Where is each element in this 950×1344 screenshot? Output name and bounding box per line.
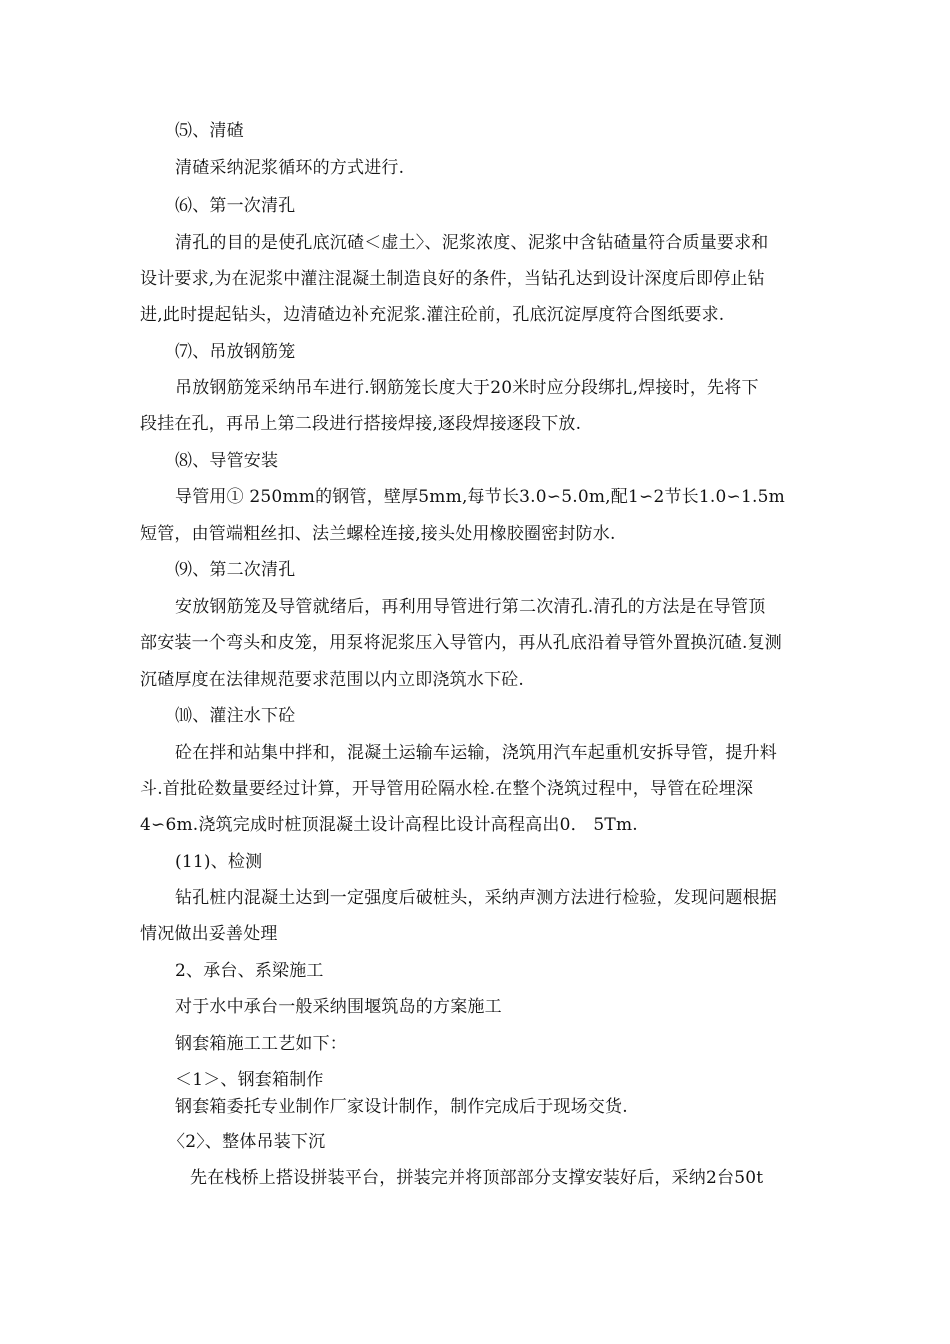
heading-pipe-install: ⑻、导管安装 xyxy=(175,451,279,471)
heading-pile-cap-construction: 2、承台、系梁施工 xyxy=(175,961,324,981)
paragraph-line: 先在栈桥上搭设拼装平台，拼装完并将顶部部分支撑安装好后，采纳2台50t xyxy=(190,1168,764,1188)
paragraph-line: 设计要求,为在泥浆中灌注混凝土制造良好的条件，当钻孔达到设计深度后即停止钻 xyxy=(140,269,765,289)
paragraph-line: 砼在拌和站集中拌和，混凝土运输车运输，浇筑用汽车起重机安拆导管，提升料 xyxy=(175,743,777,763)
paragraph-line: 钻孔桩内混凝土达到一定强度后破桩头，采纳声测方法进行检验，发现问题根据 xyxy=(175,888,777,908)
paragraph-line: 吊放钢筋笼采纳吊车进行.钢筋笼长度大于20米时应分段绑扎,焊接时，先将下 xyxy=(175,378,759,398)
heading-steel-box-fabrication: ＜1＞、钢套箱制作 xyxy=(175,1070,324,1090)
heading-inspection: (11)、检测 xyxy=(175,852,263,872)
heading-rebar-cage: ⑺、吊放钢筋笼 xyxy=(175,342,296,362)
paragraph-line: 进,此时提起钻头，边清碴边补充泥浆.灌注砼前，孔底沉淀厚度符合图纸要求. xyxy=(140,305,725,325)
paragraph-line: 沉碴厚度在法律规范要求范围以内立即浇筑水下砼. xyxy=(140,670,525,690)
paragraph-line: 情况做出妥善处理 xyxy=(140,924,278,944)
paragraph-line: 部安装一个弯头和皮笼，用泵将泥浆压入导管内，再从孔底沿着导管外置换沉碴.复测 xyxy=(140,633,783,653)
paragraph-line: 4∽6m.浇筑完成时桩顶混凝土设计高程比设计高程高出0． 5Tm. xyxy=(140,815,638,835)
paragraph-line: 对于水中承台一般采纳围堰筑岛的方案施工 xyxy=(175,997,502,1017)
paragraph-line: 清孔的目的是使孔底沉碴＜虚土〉、泥浆浓度、泥浆中含钻碴量符合质量要求和 xyxy=(175,233,769,253)
heading-qingcha: ⑸、清碴 xyxy=(175,121,244,141)
heading-second-hole-cleaning: ⑼、第二次清孔 xyxy=(175,560,296,580)
paragraph-line: 导管用① 250mm的钢管，壁厚5mm,每节长3.0∽5.0m,配1∽2节长1.0∽1.5m xyxy=(175,487,785,507)
heading-hoisting-sinking: 〈2〉、整体吊装下沉 xyxy=(168,1132,326,1152)
paragraph-line: 钢套箱委托专业制作厂家设计制作，制作完成后于现场交货. xyxy=(175,1097,628,1117)
paragraph-line: 斗.首批砼数量要经过计算，开导管用砼隔水栓.在整个浇筑过程中，导管在砼埋深 xyxy=(140,779,754,799)
paragraph-line: 短管，由管端粗丝扣、法兰螺栓连接,接头处用橡胶圈密封防水. xyxy=(140,524,616,544)
paragraph-line: 段挂在孔，再吊上第二段进行搭接焊接,逐段焊接逐段下放. xyxy=(140,414,582,434)
paragraph-line: 钢套箱施工工艺如下： xyxy=(175,1034,347,1054)
paragraph-line: 清碴采纳泥浆循环的方式进行. xyxy=(175,158,405,178)
heading-underwater-concrete: ⑽、灌注水下砼 xyxy=(175,706,296,726)
heading-first-hole-cleaning: ⑹、第一次清孔 xyxy=(175,196,296,216)
paragraph-line: 安放钢筋笼及导管就绪后，再利用导管进行第二次清孔.清孔的方法是在导管顶 xyxy=(175,597,766,617)
